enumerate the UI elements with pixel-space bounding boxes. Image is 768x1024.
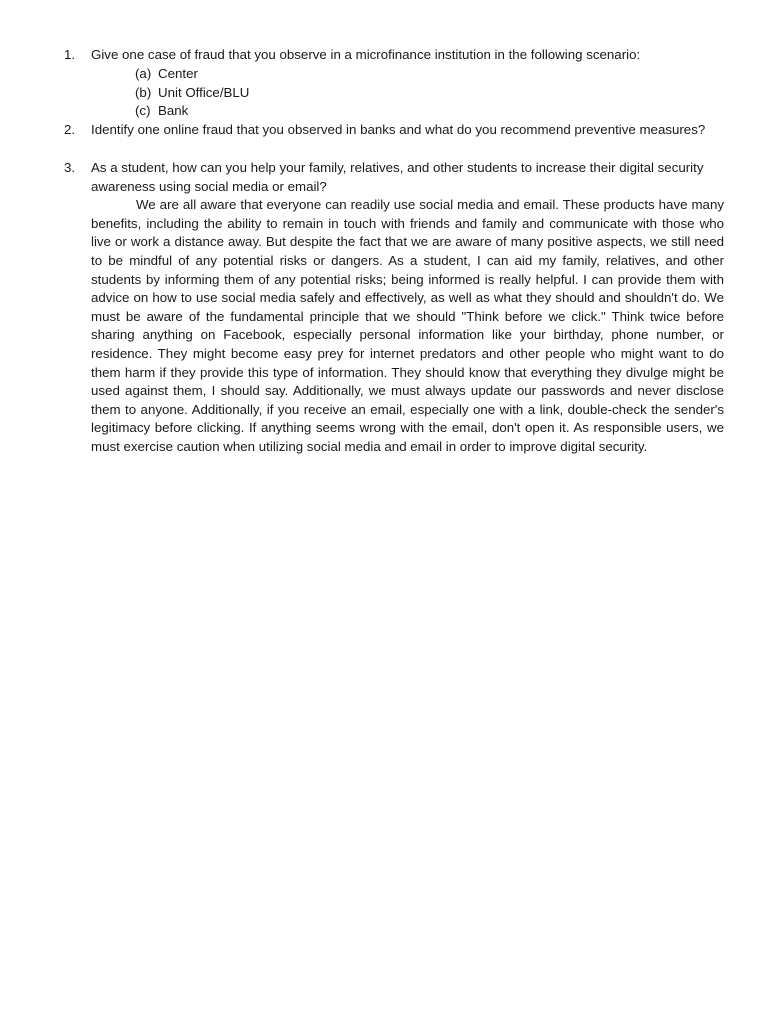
question-1 [64, 46, 724, 65]
question-3 [64, 159, 724, 457]
question-number: 3. [64, 160, 76, 175]
option-letter: (a) [135, 66, 152, 81]
option-unit-office [135, 84, 249, 103]
option-label: Bank [158, 103, 189, 118]
option-bank [135, 102, 188, 121]
question-text: Give one case of fraud that you observe in a microfinance institution in the following scenario: [91, 47, 641, 62]
answer-paragraph: We are all aware that everyone can readily use social media and email. These products have many benefits, including the ability to remain in touch with friends and family and communicate with those who live or work a distance away. But despite the fact that we are aware of many positive aspects, we still need to be mindful of any potential risks or dangers. As a student, I can aid my family, relatives, and other students by informing them of any potential risks; being informed is really helpful. I can provide them with advice on how to use social media safely and effectively, as well as what they should and shouldn't do. We must be aware of the fundamental principle that we should "Think before we click." Think twice before sharing anything on Facebook, especially personal information like your birthday, phone number, or residence. They might become easy prey for internet predators and other people who might want to do them harm if they provide this type of information. They should know that everything they divulge might be used against them, I should say. Additionally, we must always update our passwords and never disclose them to anyone. Additionally, if you receive an email, especially one with a link, double-check the sender's legitimacy before clicking. If anything seems wrong with the email, don't open it. As responsible users, we must exercise caution when utilizing social media and email in order to improve digital security. [91, 197, 724, 454]
option-letter: (c) [135, 103, 151, 118]
option-label: Center [158, 66, 198, 81]
question-number: 2. [64, 122, 76, 137]
question-number: 1. [64, 47, 76, 62]
option-label: Unit Office/BLU [158, 85, 250, 100]
question-text: As a student, how can you help your family, relatives, and other students to increase their digital security awareness using social media or email? [91, 160, 704, 194]
question-2 [64, 121, 724, 140]
option-center [135, 65, 198, 84]
option-letter: (b) [135, 85, 152, 100]
question-text: Identify one online fraud that you observed in banks and what do you recommend preventive measures? [91, 122, 706, 137]
